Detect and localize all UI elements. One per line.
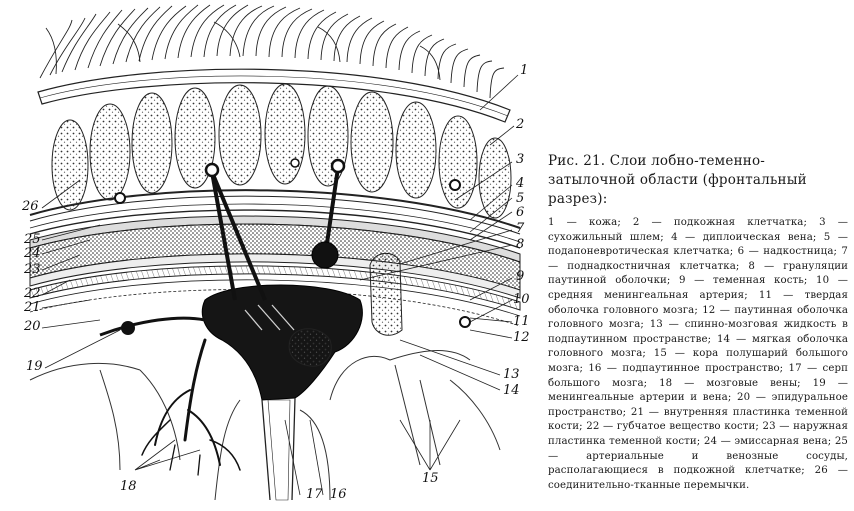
label-23: 23 (24, 262, 41, 277)
label-11: 11 (513, 314, 530, 329)
label-18: 18 (120, 479, 137, 494)
label-8: 8 (516, 237, 525, 252)
superior-sagittal-sinus (202, 285, 362, 400)
figure-caption-title: Рис. 21. Слои лобно-теменно-затылочной области (фронтальный разрез): (548, 153, 807, 207)
label-7: 7 (516, 221, 525, 236)
label-20: 20 (24, 319, 41, 334)
label-2: 2 (516, 117, 525, 132)
label-5: 5 (516, 191, 525, 206)
label-3: 3 (516, 152, 525, 167)
label-19: 19 (26, 359, 43, 374)
label-22: 22 (24, 286, 41, 301)
label-12: 12 (513, 330, 530, 345)
label-10: 10 (513, 292, 530, 307)
label-25: 25 (24, 232, 41, 247)
label-1: 1 (520, 63, 529, 78)
label-14: 14 (503, 383, 520, 398)
label-16: 16 (330, 487, 347, 502)
label-26: 26 (22, 199, 39, 214)
cerebral-veins (142, 340, 240, 475)
label-9: 9 (516, 269, 525, 284)
label-15: 15 (422, 471, 439, 486)
label-6: 6 (516, 205, 525, 220)
label-4: 4 (516, 176, 525, 191)
arachnoid-granulation (289, 329, 331, 366)
figure-legend: 1 — кожа; 2 — подкожная клетчатка; 3 — сухожильный шлем; 4 — диплоическая вена; 5 — подапоневротическая клетчатка; 6 — надкостница; 7 — поднадкостничная клетчатка; 8 — грануляции паутинной оболочки; 9 — теменная кость; 10 — средняя менингеальная артерия; 11 — твердая оболочка головного мозга; 12 — паутинная оболочка головного мозга; 13 — спинно-мозговая жидкость в подпаутинном пространстве; 14 — мягкая оболочка головного мозга; 15 — кора полушарий большого мозга; 16 — подпаутинное пространство; 17 — серп большого мозга; 18 — мозговые вены; 19 — менингеальные артерии и вена; 20 — эпидуральное пространство; 21 — внутренняя пластинка теменной кости; 22 — губчатое вещество кости; 23 — наружная пластинка теменной кости; 24 — эмиссарная вена; 25 — артериальные и венозные сосуды, располагающиеся в подкожной клетчатке; 26 — соединительно-тканные перемычки. (548, 217, 848, 491)
label-24: 24 (24, 246, 41, 261)
label-13: 13 (503, 367, 520, 382)
label-17: 17 (306, 487, 323, 502)
label-21: 21 (24, 300, 41, 315)
